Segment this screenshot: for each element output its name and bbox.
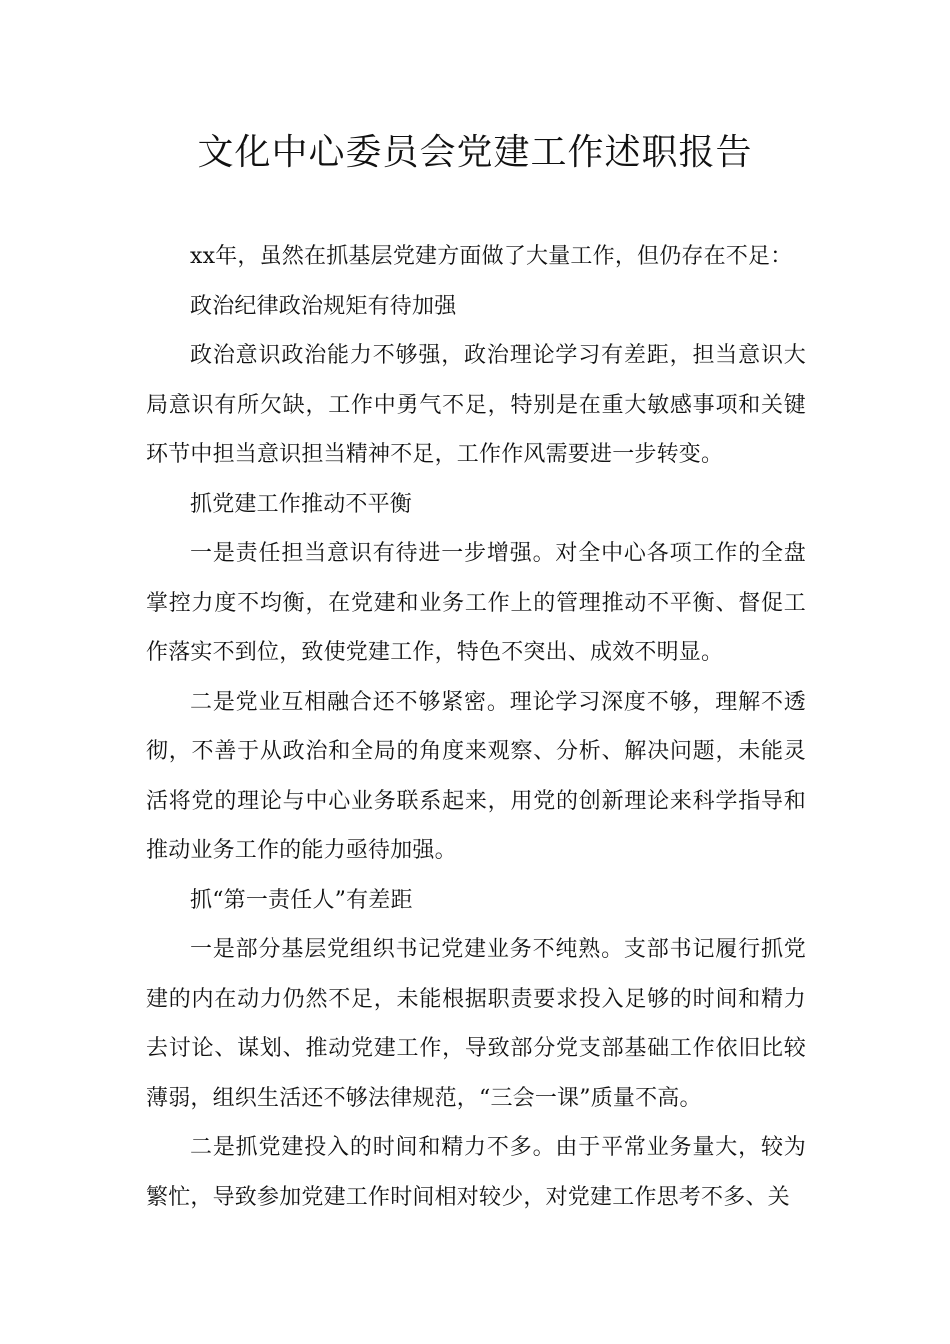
paragraph: 一是责任担当意识有待进一步增强。对全中心各项工作的全盘掌控力度不均衡，在党建和业务工作上的管理推动不平衡、督促工作落实不到位，致使党建工作，特色不突出、成效不明显。: [146, 541, 806, 665]
section-heading: 抓“第一责任人”有差距: [190, 887, 413, 913]
document-body: [146, 232, 806, 1222]
section-heading: 政治纪律政治规矩有待加强: [190, 293, 457, 319]
paragraph: 二是抓党建投入的时间和精力不多。由于平常业务量大，较为繁忙，导致参加党建工作时间相对较少，对党建工作思考不多、关: [146, 1135, 806, 1210]
paragraph: 政治意识政治能力不够强，政治理论学习有差距，担当意识大局意识有所欠缺，工作中勇气不足，特别是在重大敏感事项和关键环节中担当意识担当精神不足，工作作风需要进一步转变。: [146, 343, 806, 467]
section-heading: 抓党建工作推动不平衡: [190, 491, 413, 517]
paragraph: 二是党业互相融合还不够紧密。理论学习深度不够，理解不透彻，不善于从政治和全局的角度来观察、分析、解决问题，未能灵活将党的理论与中心业务联系起来，用党的创新理论来科学指导和推动业务工作的能力亟待加强。: [146, 689, 806, 863]
document-title: 文化中心委员会党建工作述职报告: [197, 132, 753, 173]
paragraph-intro: xx年，虽然在抓基层党建方面做了大量工作，但仍存在不足：: [190, 244, 793, 269]
paragraph: 一是部分基层党组织书记党建业务不纯熟。支部书记履行抓党建的内在动力仍然不足，未能根据职责要求投入足够的时间和精力去讨论、谋划、推动党建工作，导致部分党支部基础工作依旧比较薄弱，组织生活还不够法律规范，“三会一课”质量不高。: [146, 937, 806, 1111]
